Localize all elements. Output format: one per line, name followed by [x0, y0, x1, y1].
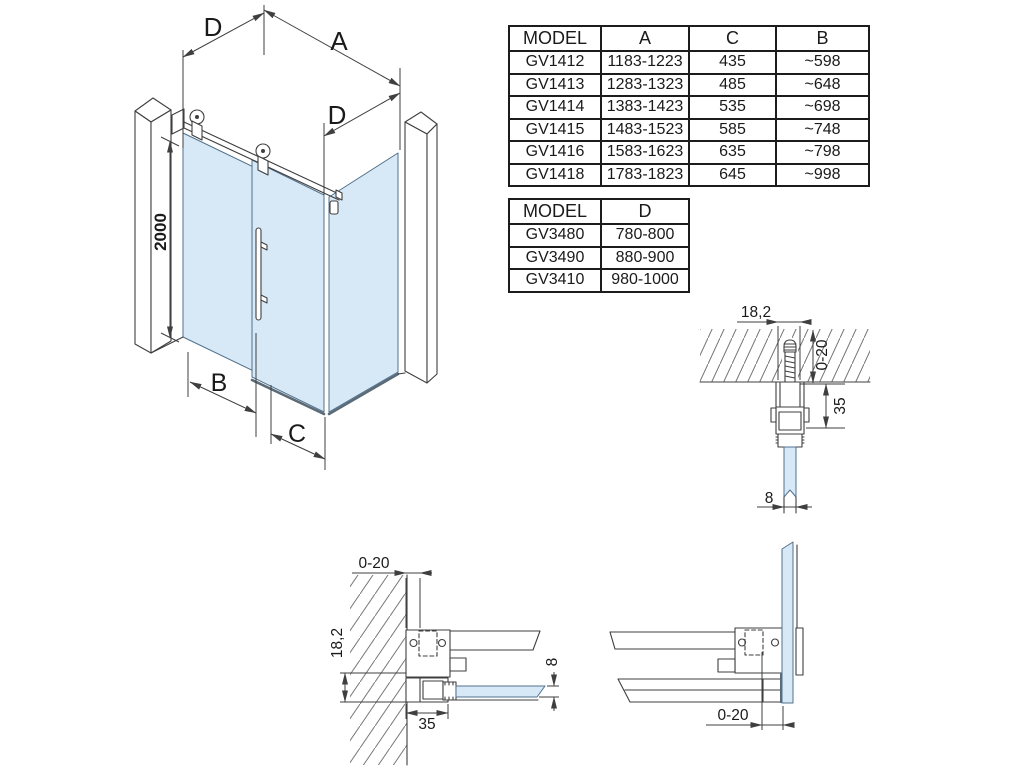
value-cell: 1783-1823 — [601, 164, 689, 187]
dimension-label-width: A — [330, 26, 348, 56]
table-header-row — [509, 26, 869, 51]
fixed-glass-panel — [183, 133, 262, 375]
wall-hatch — [350, 575, 407, 765]
dim-profile-width: 18,2 — [329, 627, 346, 659]
detail-wall-plan — [329, 555, 561, 765]
dimensions-table-side — [508, 198, 690, 293]
panel-bracket — [718, 628, 783, 673]
dim-glass-thickness: 8 — [764, 490, 774, 507]
value-cell: ~648 — [776, 74, 869, 97]
model-cell: GV1415 — [509, 119, 601, 142]
table-row — [509, 247, 689, 270]
dim-profile-width: 18,2 — [740, 304, 772, 321]
value-cell: ~698 — [776, 96, 869, 119]
table-row — [509, 224, 689, 247]
wall-bracket — [406, 630, 540, 677]
value-cell: 435 — [689, 51, 776, 74]
value-cell: 1183-1223 — [601, 51, 689, 74]
value-cell: ~798 — [776, 141, 869, 164]
dim-adjustment: 0-20 — [717, 707, 749, 724]
col-header-model: MODEL — [509, 26, 601, 51]
value-cell: ~598 — [776, 51, 869, 74]
value-cell: 635 — [689, 141, 776, 164]
value-cell: 1283-1323 — [601, 74, 689, 97]
value-cell: 485 — [689, 74, 776, 97]
dim-profile-depth: 35 — [418, 716, 436, 733]
value-cell: ~998 — [776, 164, 869, 187]
ceiling-profile — [771, 382, 809, 447]
iso-view — [135, 5, 437, 470]
col-header-d: D — [601, 199, 689, 224]
col-header-c: C — [689, 26, 776, 51]
col-header-model: MODEL — [509, 199, 601, 224]
model-cell: GV1413 — [509, 74, 601, 97]
value-cell: 535 — [689, 96, 776, 119]
value-cell: 1483-1523 — [601, 119, 689, 142]
dimension-label-entry: C — [287, 420, 307, 448]
roller-wheel — [190, 110, 204, 140]
dimension-label-depth-top: D — [203, 12, 223, 42]
table-header-row — [509, 199, 689, 224]
sliding-door-glass — [252, 160, 324, 412]
model-cell: GV3490 — [509, 247, 601, 270]
model-cell: GV1412 — [509, 51, 601, 74]
model-cell: GV3480 — [509, 224, 601, 247]
col-header-a: A — [601, 26, 689, 51]
table-row — [509, 51, 869, 74]
value-cell: 780-800 — [601, 224, 689, 247]
dimension-label-fixed-part: B — [210, 369, 228, 397]
roller-wheel — [256, 144, 270, 175]
dim-profile-height: 35 — [832, 397, 849, 415]
dim-glass-thickness: 8 — [544, 657, 561, 667]
model-cell: GV1416 — [509, 141, 601, 164]
value-cell: 645 — [689, 164, 776, 187]
value-cell: 585 — [689, 119, 776, 142]
table-row — [509, 164, 869, 187]
model-cell: GV1418 — [509, 164, 601, 187]
glass-clamp — [330, 201, 338, 214]
dimension-label-depth-side: D — [327, 100, 347, 130]
table-row — [509, 74, 869, 97]
value-cell: 880-900 — [601, 247, 689, 270]
right-wall-column — [405, 112, 437, 383]
clamp-jaw — [796, 628, 803, 675]
detail-panel-plan — [610, 542, 803, 730]
detail-top-profile — [700, 304, 870, 513]
wall-profile — [406, 678, 456, 702]
dimension-label-height: 2000 — [151, 213, 170, 251]
table-row — [509, 141, 869, 164]
value-cell: 980-1000 — [601, 269, 689, 292]
dim-adjustment: 0-20 — [358, 555, 390, 572]
table-row — [509, 96, 869, 119]
value-cell: ~748 — [776, 119, 869, 142]
col-header-b: B — [776, 26, 869, 51]
value-cell: 1383-1423 — [601, 96, 689, 119]
dim-adjustment: 0-20 — [814, 339, 831, 371]
table-row — [509, 269, 689, 292]
value-cell: 1583-1623 — [601, 141, 689, 164]
model-cell: GV3410 — [509, 269, 601, 292]
model-cell: GV1414 — [509, 96, 601, 119]
glass-section — [784, 447, 796, 497]
dimensions-table-main — [508, 25, 870, 187]
table-row — [509, 119, 869, 142]
glass-section — [782, 542, 793, 703]
glass-section — [456, 686, 545, 697]
